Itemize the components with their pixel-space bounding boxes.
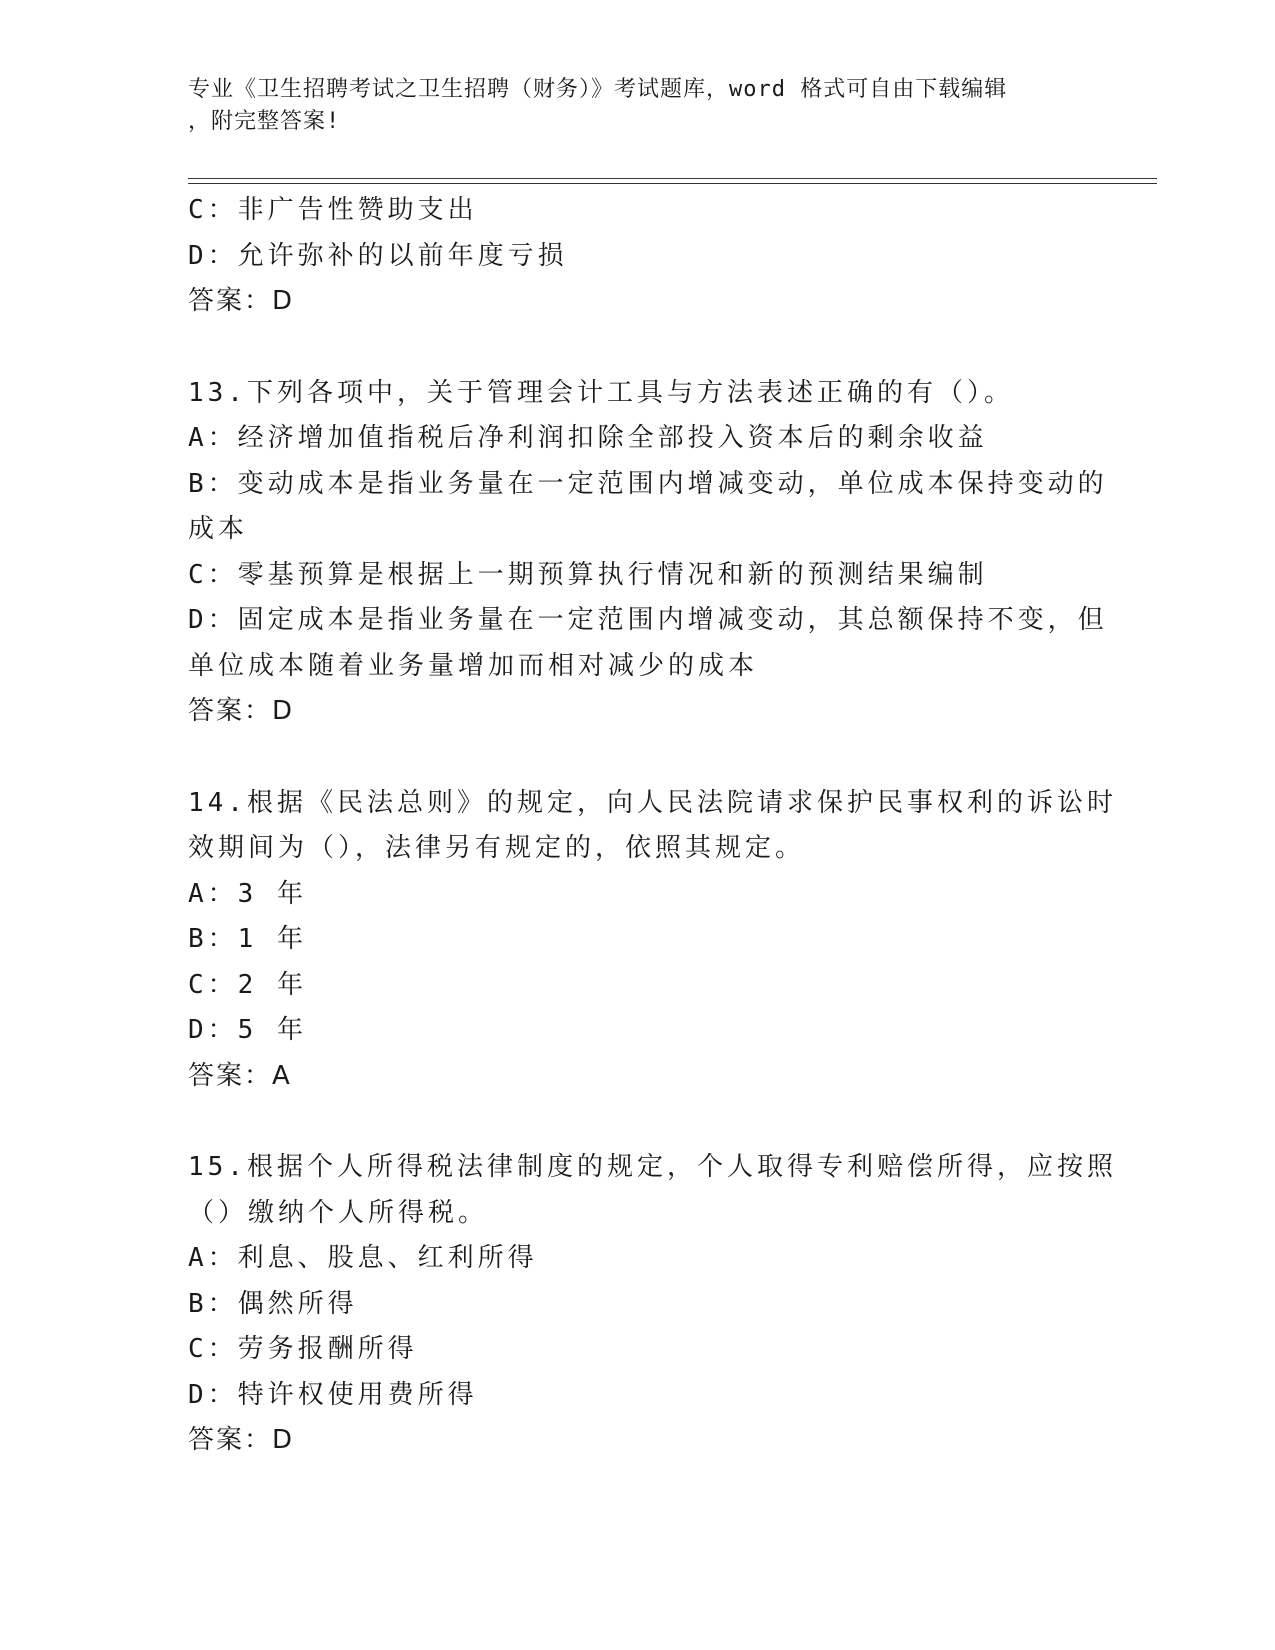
option-b: B：偶然所得: [188, 1288, 358, 1319]
question-gap: [188, 1099, 1088, 1145]
question-stem: 14.根据《民法总则》的规定，向人民法院请求保护民事权利的诉讼时: [188, 787, 1117, 818]
question-13: [188, 371, 1108, 735]
option-b-continued: 成本: [188, 514, 249, 544]
option-a: A：3 年: [188, 878, 307, 909]
option-b: B：1 年: [188, 924, 307, 954]
question-14: [188, 781, 1117, 1100]
question-list: [188, 188, 1117, 1464]
option-c: C：零基预算是根据上一期预算执行情况和新的预测结果编制: [188, 559, 988, 590]
option-d: D：固定成本是指业务量在一定范围内增减变动，其总额保持不变，但: [188, 605, 1108, 635]
option-c: C：2 年: [188, 969, 307, 1000]
option-a: A：利息、股息、红利所得: [188, 1243, 538, 1273]
question-stem-continued: 效期间为（），法律另有规定的，依照其规定。: [188, 833, 806, 863]
option-d: D：5 年: [188, 1015, 307, 1045]
option-b: B：变动成本是指业务量在一定范围内增减变动，单位成本保持变动的: [188, 468, 1108, 499]
answer-line: 答案：D: [188, 1425, 295, 1455]
option-a: A：经济增加值指税后净利润扣除全部投入资本后的剩余收益: [188, 423, 988, 453]
question-15: [188, 1145, 1117, 1464]
option-d-continued: 单位成本随着业务量增加而相对减少的成本: [188, 650, 759, 681]
answer-line: 答案：D: [188, 696, 295, 726]
document-header: [188, 74, 1068, 138]
option-c: C：非广告性赞助支出: [188, 195, 478, 225]
previous-question-tail: [188, 188, 1088, 325]
question-gap: [188, 735, 1088, 781]
header-line-2: ，附完整答案!: [188, 109, 341, 134]
option-c: C：劳务报酬所得: [188, 1334, 418, 1364]
answer-line: 答案：A: [188, 1060, 292, 1091]
answer-line: 答案：D: [188, 286, 295, 316]
header-line-1: 专业《卫生招聘考试之卫生招聘（财务）》考试题库，word 格式可自由下载编辑: [188, 77, 1008, 102]
question-stem: 13.下列各项中，关于管理会计工具与方法表述正确的有（）。: [188, 377, 1014, 408]
question-gap: [188, 325, 1088, 371]
question-stem-continued: （）缴纳个人所得税。: [188, 1197, 489, 1228]
option-d: D：特许权使用费所得: [188, 1379, 478, 1410]
header-divider: [188, 178, 1157, 184]
question-stem: 15.根据个人所得税法律制度的规定，个人取得专利赔偿所得，应按照: [188, 1152, 1117, 1182]
option-d: D：允许弥补的以前年度亏损: [188, 240, 568, 271]
